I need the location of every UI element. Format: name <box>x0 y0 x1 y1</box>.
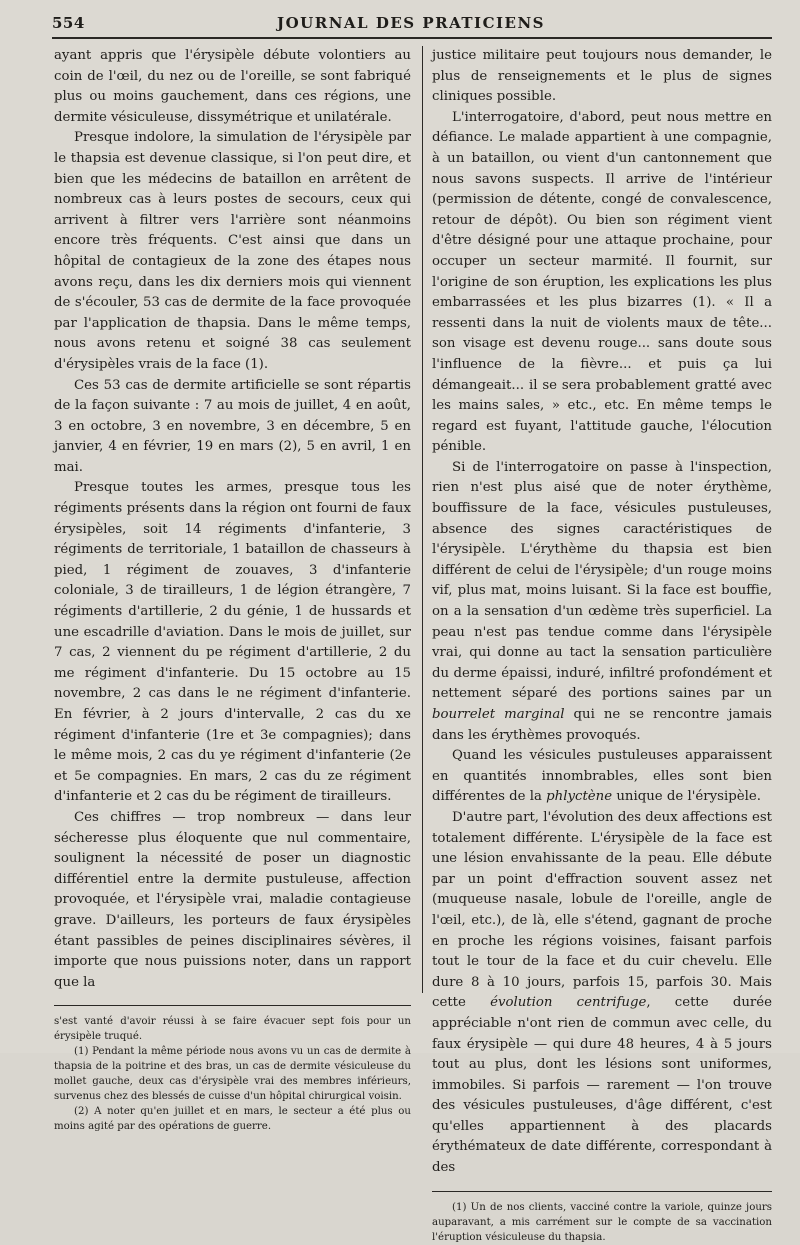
footnote-rule <box>54 1005 411 1006</box>
left-column <box>54 46 411 1133</box>
italic-term: évolution centrifuge <box>490 995 647 1011</box>
page-header <box>52 10 770 34</box>
paragraph: D'autre part, l'évolution des deux affections est totalement différente. L'érysipèle de la face est une lésion envahissante de la peau. Elle débute par un point d'effraction souvent assez net (muqueuse nasale, lobule de l'oreille, angle de l'œil, etc.), de là, elle s'étend, gagnant de proche en proche les régions voisines, faisant parfois tout le tour de la face et du cuir chevelu. Elle dure 8 à 10 jours, parfois 15, parfois 30. Mais cette évolution centrifuge, cette durée appréciable n'ont rien de commun avec celle, du faux érysipèle — qui dure 48 heures, 4 à 5 jours tout au plus, dont les lésions sont uniformes, immobiles. Si parfois — rarement — l'on trouve des vésicules pustuleuses, d'âge différent, c'est qu'elles appartiennent à des placards érythémateux de date différente, correspondant à des <box>432 809 772 1176</box>
header-rule <box>52 37 772 39</box>
paragraph <box>432 458 772 746</box>
italic-term: bourrelet marginal <box>432 707 565 722</box>
paragraph: Ces chiffres — trop nombreux — dans leur sécheresse plus éloquente que nul commentaire, soulignent la nécessité de poser un diagnostic différentiel entre la dermite pustuleuse, affection provoquée, et l'érysipèle vrai, maladie contagieuse grave. D'ailleurs, les porteurs de faux érysipèles étant passibles de peines disciplinaires sévères, il importe que nous puissions noter, dans un rapport que la <box>54 809 411 990</box>
paragraph: Presque indolore, la simulation de l'érysipèle par le thapsia est devenue classique, si l'on peut dire, et bien que les médecins de bataillon en arrêtent de nombreux cas à leurs postes de secours, ceux qui arrivent à filtrer vers l'arrière sont néanmoins encore très fréquents. C'est ainsi que dans un hôpital de contagieux de la zone des étapes nous avons reçu, dans les dix derniers mois qui viennent de s'écouler, 53 cas de dermite de la face provoquée par l'application de thapsia. Dans le même temps, nous avons retenu et soigné 38 cas seulement d'érysipèles vrais de la face (1). <box>54 130 411 372</box>
paragraph-text: D'autre part, l'évolution des deux affections est totalement différente. L'érysipèle de la face est une lésion envahissante de la peau. Elle débute par un point d'effraction souvent assez net (muqueuse nasale, lobule de l'oreille, angle de l'œil, etc.), de là, elle s'étend, gagnant de proche en proche les régions voisines, faisant parfois tout le tour de la face et du cuir chevelu. Elle dure 8 à 10 jours, parfois 15, parfois 30. Mais cette <box>432 809 772 1011</box>
italic-term: phlyctène <box>546 789 613 805</box>
paragraph-text: cette durée appréciable n'ont rien de commun avec celle, du faux érysipèle — qui dure 48 heures, 4 à 5 jours tout au plus, dont les lésions sont uniformes, immobiles. Si parfois — rarement — l'on trouve des vésicules pustuleuses, d'âge différent, c'est qu'elles appartiennent à des placards érythémateux de date différente, correspondant à des <box>432 995 772 1176</box>
footnote: s'est vanté d'avoir réussi à se faire évacuer sept fois pour un érysipèle truqué. <box>54 1016 411 1043</box>
paragraph: ayant appris que l'érysipèle débute volontiers au coin de l'œil, du nez ou de l'oreille, se sont fabriqué plus ou moins gauchement, dans ces régions, une dermite vésiculeuse, dissymétrique et unilatérale. <box>54 48 411 125</box>
paragraph: L'interrogatoire, d'abord, peut nous mettre en défiance. Le malade appartient à une compagnie, à un bataillon, ou vient d'un cantonnement que nous savons suspects. Il arrive de l'intérieur (permission de détente, congé de convalescence, retour de dépôt). Ou bien son régiment vient d'être désigné pour une attaque prochaine, pour occuper un secteur marmité. Il fournit, sur l'origine de son éruption, les explications les plus embarrassées et les plus bizarres (1). « Il a ressenti dans la nuit de violents maux de tête... son visage est devenu rouge... sans doute sous l'influence de la fièvre... et puis ça lui démangeait... il se sera probablement gratté avec les mains sales, » etc., etc. En même temps le regard est fuyant, l'attitude gauche, l'élocution pénible. <box>432 109 772 455</box>
journal-title: JOURNAL DES PRATICIENS <box>277 14 545 32</box>
paragraph <box>432 746 772 808</box>
page-number: 554 <box>52 14 85 32</box>
column-divider <box>422 46 423 993</box>
paragraph-text: qui ne se rencontre jamais dans les érythèmes provoqués. <box>432 707 772 743</box>
footnote: (1) Un de nos clients, vacciné contre la variole, quinze jours auparavant, a mis carrément sur le compte de sa vaccination l'éruption vésiculeuse du thapsia. <box>432 1201 772 1243</box>
paragraph: justice militaire peut toujours nous demander, le plus de renseignements et le plus de signes cliniques possible. <box>432 48 772 105</box>
footnote: (2) A noter qu'en juillet et en mars, le secteur a été plus ou moins agité par des opérations de guerre. <box>54 1106 411 1133</box>
right-column <box>432 46 772 1243</box>
paragraph-text: Si de l'interrogatoire on passe à l'inspection, rien n'est plus aisé que de noter érythème, bouffissure de la face, vésicules pustuleuses, absence des signes caractéristiques de l'érysipèle. L'érythème du thapsia est bien différent de celui de l'érysipèle; d'un rouge moins vif, plus mat, moins luisant. Si la face est bouffie, on a la sensation d'un œdème très superficiel. La peau n'est pas tendue comme dans l'érysipèle vrai, qui donne au tact la sensation particulière du derme épaissi, induré, infiltré profondément et nettement séparé des portions saines par un <box>432 459 772 702</box>
paragraph: Presque toutes les armes, presque tous les régiments présents dans la région ont fourni de faux érysipèles, soit 14 régiments d'infanterie, 3 régiments de territoriale, 1 bataillon de chasseurs à pied, 1 régiment de zouaves, 3 d'infanterie coloniale, 3 de tirailleurs, 1 de légion étrangère, 7 régiments d'artillerie, 2 du génie, 1 de hussards et une escadrille d'aviation. Dans le mois de juillet, sur 7 cas, 2 viennent du pe régiment d'artillerie, 2 du me régiment d'infanterie. Du 15 octobre au 15 novembre, 2 cas dans le ne régiment d'infanterie. En février, à 2 jours d'intervalle, 2 cas du xe régiment d'infanterie (1re et 3e compagnies); dans le même mois, 2 cas du ye régiment d'infanterie (2e et 5e compagnies. En mars, 2 cas du ze régiment d'infanterie et 2 cas du be régiment de tirailleurs. <box>54 480 411 805</box>
paragraph-text: unique de l'érysipèle. <box>616 789 761 805</box>
paragraph: Ces 53 cas de dermite artificielle se sont répartis de la façon suivante : 7 au mois de juillet, 4 en août, 3 en octobre, 3 en novembre, 3 en décembre, 5 en janvier, 4 en février, 19 en mars (2), 5 en avril, 1 en mai. <box>54 377 411 475</box>
footnote-rule <box>432 1191 772 1192</box>
paragraph-text: Quand les vésicules pustuleuses apparaissent en quantités innombrables, elles sont bien différentes de la <box>432 748 772 805</box>
footnote: (1) Pendant la même période nous avons vu un cas de dermite à thapsia de la poitrine et des bras, un cas de dermite vésiculeuse du mollet gauche, deux cas d'érysipèle vrai des membres inférieurs, survenus chez des blessés de cuisse d'un hôpital chirurgical voisin. <box>54 1046 411 1103</box>
